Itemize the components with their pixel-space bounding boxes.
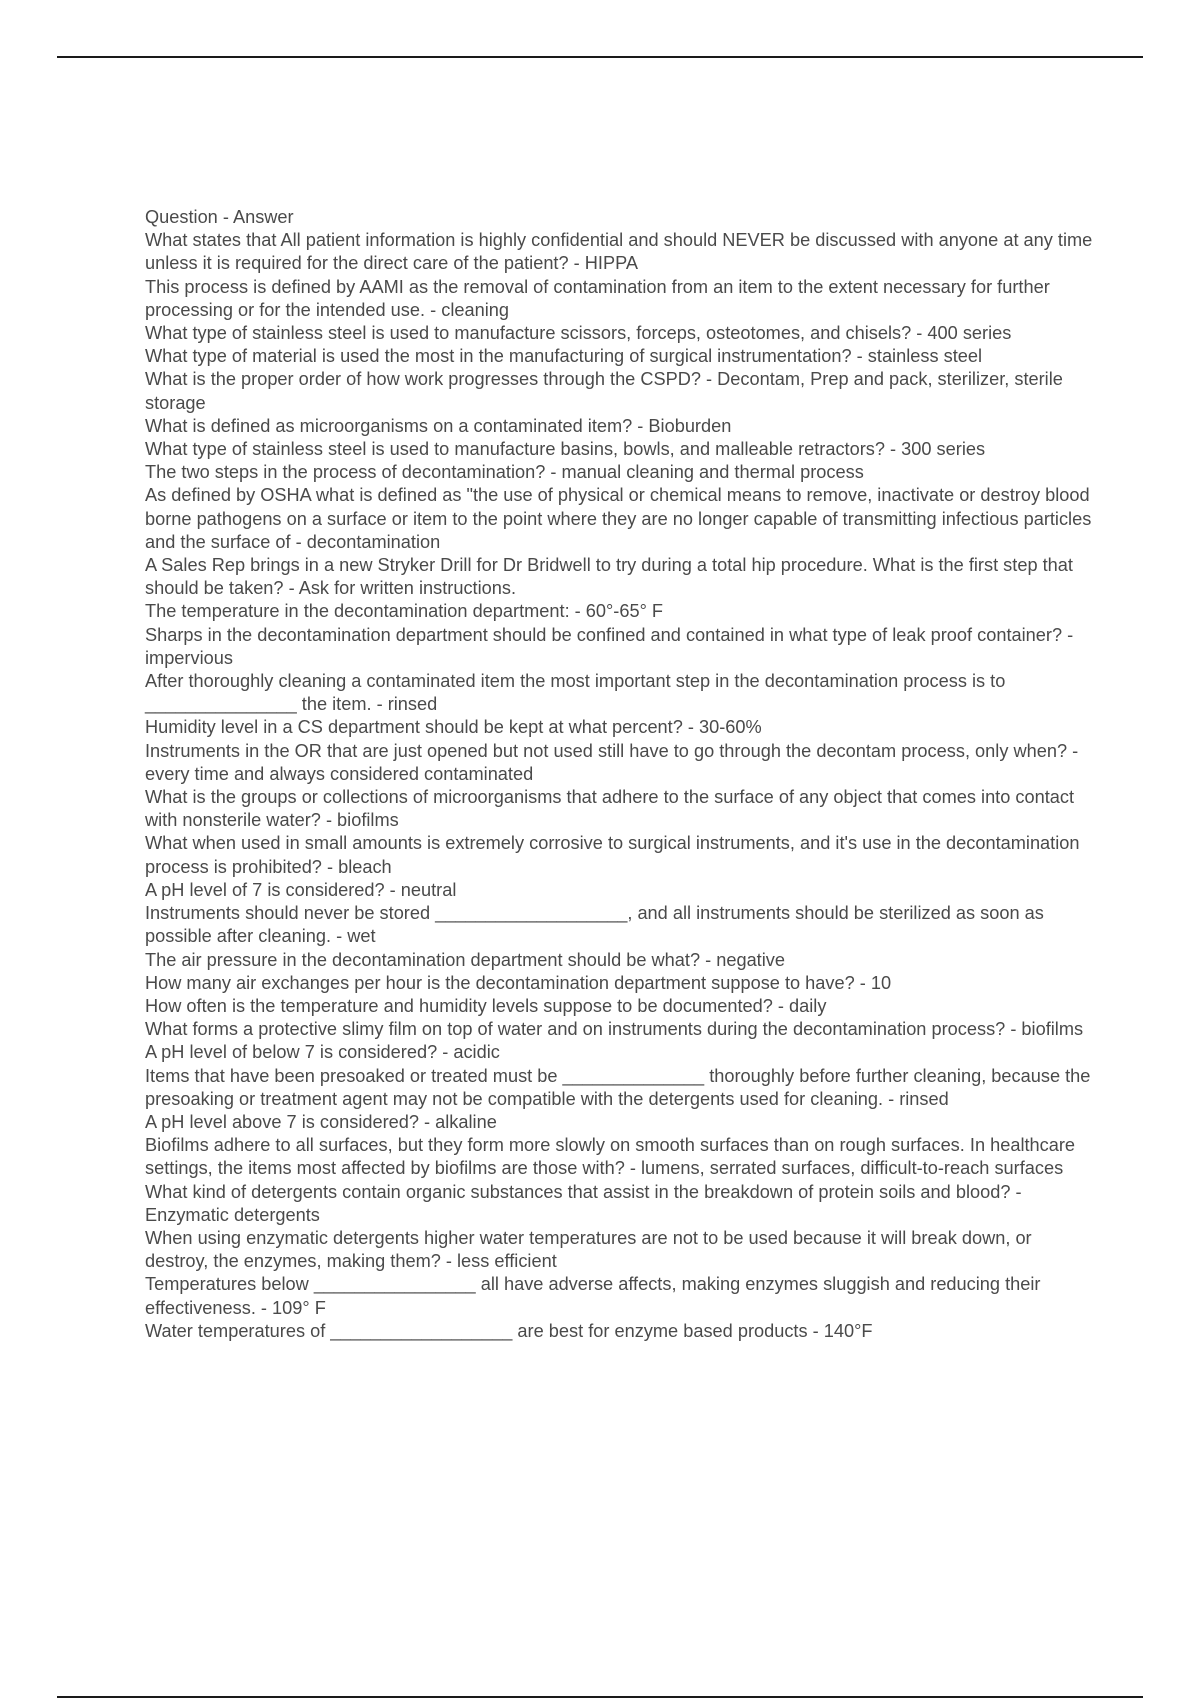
- qa-item: What type of stainless steel is used to manufacture basins, bowls, and malleable retractors? - 300 series: [145, 439, 986, 460]
- qa-item: Humidity level in a CS department should be kept at what percent? - 30-60%: [145, 717, 762, 738]
- qa-item: The two steps in the process of decontamination? - manual cleaning and thermal process: [145, 462, 864, 483]
- qa-item: What is the groups or collections of microorganisms that adhere to the surface of any object that comes into contact with nonsterile water? - biofilms: [145, 787, 1075, 831]
- qa-item: As defined by OSHA what is defined as "the use of physical or chemical means to remove, inactivate or destroy blood borne pathogens on a surface or item to the point where they are no longer capable of transmitting infectious particles and the surface of - decontamination: [145, 485, 1092, 552]
- qa-item: Sharps in the decontamination department should be confined and contained in what type of leak proof container? - impervious: [145, 624, 1074, 668]
- qa-item: This process is defined by AAMI as the removal of contamination from an item to the extent necessary for further processing or for the intended use. - cleaning: [145, 276, 1050, 320]
- qa-item: What states that All patient information is highly confidential and should NEVER be discussed with anyone at any time unless it is required for the direct care of the patient? - HIPPA: [145, 230, 1093, 274]
- qa-item: Instruments should never be stored ___________________, and all instruments should be sterilized as soon as possible after cleaning. - wet: [145, 903, 1044, 947]
- qa-item: How many air exchanges per hour is the decontamination department suppose to have? - 10: [145, 972, 892, 993]
- qa-item: What is defined as microorganisms on a contaminated item? - Bioburden: [145, 415, 732, 436]
- qa-item: A pH level above 7 is considered? - alkaline: [145, 1111, 497, 1132]
- qa-item: What forms a protective slimy film on top of water and on instruments during the decontamination process? - biofilms: [145, 1019, 1084, 1040]
- qa-item: What type of material is used the most in the manufacturing of surgical instrumentation? - stainless steel: [145, 346, 983, 367]
- qa-item: A pH level of below 7 is considered? - acidic: [145, 1042, 500, 1063]
- qa-item: The air pressure in the decontamination department should be what? - negative: [145, 949, 785, 970]
- qa-item: What when used in small amounts is extremely corrosive to surgical instruments, and it's use in the decontamination process is prohibited? - bleach: [145, 833, 1080, 877]
- qa-item: The temperature in the decontamination department: - 60°-65° F: [145, 601, 664, 622]
- qa-heading: Question - Answer: [145, 207, 294, 227]
- qa-item: What is the proper order of how work progresses through the CSPD? - Decontam, Prep and pack, sterilizer, sterile storage: [145, 369, 1063, 413]
- qa-item: Water temperatures of __________________ are best for enzyme based products - 140°F: [145, 1320, 873, 1341]
- qa-item: Items that have been presoaked or treated must be ______________ thoroughly before further cleaning, because the presoaking or treatment agent may not be compatible with the detergents used for cleaning. - rinsed: [145, 1065, 1091, 1109]
- qa-item: What type of stainless steel is used to manufacture scissors, forceps, osteotomes, and chisels? - 400 series: [145, 323, 1012, 344]
- qa-item: Temperatures below ________________ all have adverse affects, making enzymes sluggish and reducing their effectiveness. - 109° F: [145, 1274, 1041, 1318]
- qa-item: Instruments in the OR that are just opened but not used still have to go through the decontam process, only when? - every time and always considered contaminated: [145, 740, 1079, 784]
- qa-item: What kind of detergents contain organic substances that assist in the breakdown of protein soils and blood? - Enzymatic detergents: [145, 1181, 1022, 1225]
- qa-item: After thoroughly cleaning a contaminated item the most important step in the decontamination process is to _______________ the item. - rinsed: [145, 671, 1006, 715]
- header-rule: [57, 56, 1143, 58]
- qa-item: A Sales Rep brings in a new Stryker Drill for Dr Bridwell to try during a total hip procedure. What is the first step that should be taken? - Ask for written instructions.: [145, 555, 1073, 599]
- document-body: [145, 206, 1095, 1343]
- qa-item: How often is the temperature and humidity levels suppose to be documented? - daily: [145, 995, 827, 1016]
- qa-item: Biofilms adhere to all surfaces, but they form more slowly on smooth surfaces than on rough surfaces. In healthcare settings, the items most affected by biofilms are those with? - lumens, serrated surfaces, difficult-to-reach surfaces: [145, 1135, 1076, 1179]
- qa-item: A pH level of 7 is considered? - neutral: [145, 879, 457, 900]
- footer-rule: [57, 1696, 1143, 1698]
- qa-item: When using enzymatic detergents higher water temperatures are not to be used because it will break down, or destroy, the enzymes, making them? - less efficient: [145, 1227, 1032, 1272]
